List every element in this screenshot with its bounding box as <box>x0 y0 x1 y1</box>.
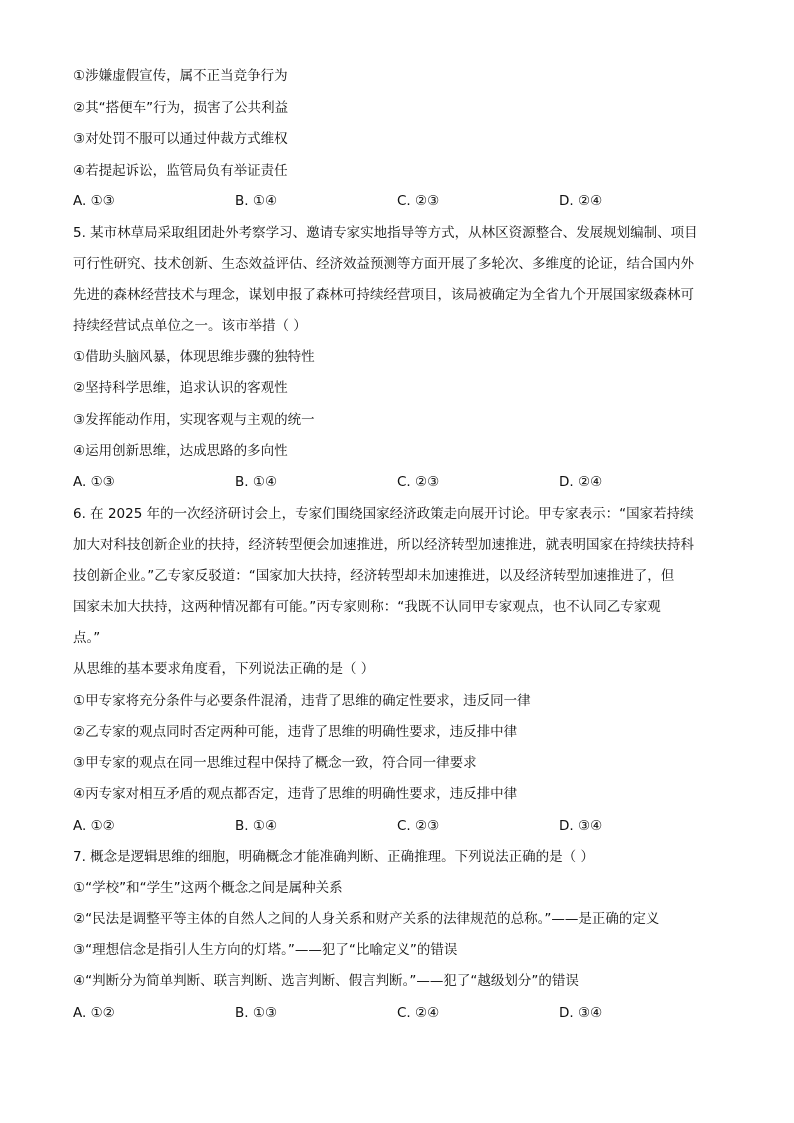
q4-options <box>73 193 733 209</box>
q5-stem-line-4: 持续经营试点单位之一。该市举措（ ） <box>73 318 307 334</box>
q6-item-1: ①甲专家将充分条件与必要条件混淆，违背了思维的确定性要求，违反同一律 <box>73 693 531 709</box>
q5-options <box>73 474 733 490</box>
q7-options <box>73 1005 733 1021</box>
q6-item-3: ③甲专家的观点在同一思维过程中保持了概念一致，符合同一律要求 <box>73 755 477 771</box>
q5-stem-line-1: 5. 某市林草局采取组团赴外考察学习、邀请专家实地指导等方式，从林区资源整合、发展规划编制、项目 <box>73 225 698 241</box>
q7-item-1: ①“学校”和“学生”这两个概念之间是属种关系 <box>73 880 343 896</box>
q6-item-2: ②乙专家的观点同时否定两种可能，违背了思维的明确性要求，违反排中律 <box>73 724 518 740</box>
q5-option-d: D. ②④ <box>559 474 603 490</box>
q5-option-c: C. ②③ <box>397 474 440 490</box>
q6-option-d: D. ③④ <box>559 818 603 834</box>
q5-option-b: B. ①④ <box>235 474 278 490</box>
q6-option-c: C. ②③ <box>397 818 440 834</box>
q5-item-2: ②坚持科学思维，追求认识的客观性 <box>73 380 288 396</box>
q7-item-3: ③“理想信念是指引人生方向的灯塔。”——犯了“比喻定义”的错误 <box>73 942 458 958</box>
q6-option-a: A. ①② <box>73 818 115 834</box>
q5-item-4: ④运用创新思维，达成思路的多向性 <box>73 443 288 459</box>
q6-question: 从思维的基本要求角度看，下列说法正确的是（ ） <box>73 661 375 677</box>
q5-option-a: A. ①③ <box>73 474 115 490</box>
q4-item-3: ③对处罚不服可以通过仲裁方式维权 <box>73 131 288 147</box>
q6-stem-line-3: 技创新企业。”乙专家反驳道：“国家加大扶持，经济转型却未加速推进，以及经济转型加速推进了，但 <box>73 568 675 584</box>
q7-option-c: C. ②④ <box>397 1005 440 1021</box>
q4-item-2: ②其“搭便车”行为，损害了公共利益 <box>73 100 289 116</box>
q7-item-2: ②“民法是调整平等主体的自然人之间的人身关系和财产关系的法律规范的总称。”——是正确的定义 <box>73 911 660 927</box>
q6-stem-line-1: 6. 在 2025 年的一次经济研讨会上，专家们围绕国家经济政策走向展开讨论。甲专家表示：“国家若持续 <box>73 506 694 522</box>
q5-stem-line-3: 先进的森林经营技术与理念，谋划申报了森林可持续经营项目，该局被确定为全省九个开展国家级森林可 <box>73 287 694 303</box>
q7-option-a: A. ①② <box>73 1005 115 1021</box>
q4-option-d: D. ②④ <box>559 193 603 209</box>
q4-item-4: ④若提起诉讼，监管局负有举证责任 <box>73 163 288 179</box>
q5-item-3: ③发挥能动作用，实现客观与主观的统一 <box>73 412 315 428</box>
q7-stem-line-1: 7. 概念是逻辑思维的细胞，明确概念才能准确判断、正确推理。下列说法正确的是（ ） <box>73 849 594 865</box>
q4-option-b: B. ①④ <box>235 193 278 209</box>
q6-stem-line-5: 点。” <box>73 630 101 646</box>
q5-stem-line-2: 可行性研究、技术创新、生态效益评估、经济效益预测等方面开展了多轮次、多维度的论证，结合国内外 <box>73 256 694 272</box>
q6-stem-line-2: 加大对科技创新企业的扶持，经济转型便会加速推进，所以经济转型加速推进，就表明国家在持续扶持科 <box>73 537 694 553</box>
q7-item-4: ④“判断分为简单判断、联言判断、选言判断、假言判断。”——犯了“越级划分”的错误 <box>73 973 579 989</box>
q7-option-b: B. ①③ <box>235 1005 278 1021</box>
q6-options <box>73 818 733 834</box>
q4-item-1: ①涉嫌虚假宣传，属不正当竞争行为 <box>73 68 288 84</box>
q4-option-c: C. ②③ <box>397 193 440 209</box>
q6-stem-line-4: 国家未加大扶持，这两种情况都有可能。”丙专家则称：“我既不认同甲专家观点，也不认同乙专家观 <box>73 599 661 615</box>
q5-item-1: ①借助头脑风暴，体现思维步骤的独特性 <box>73 349 315 365</box>
q7-option-d: D. ③④ <box>559 1005 603 1021</box>
q4-option-a: A. ①③ <box>73 193 115 209</box>
q6-option-b: B. ①④ <box>235 818 278 834</box>
q6-item-4: ④丙专家对相互矛盾的观点都否定，违背了思维的明确性要求，违反排中律 <box>73 786 518 802</box>
